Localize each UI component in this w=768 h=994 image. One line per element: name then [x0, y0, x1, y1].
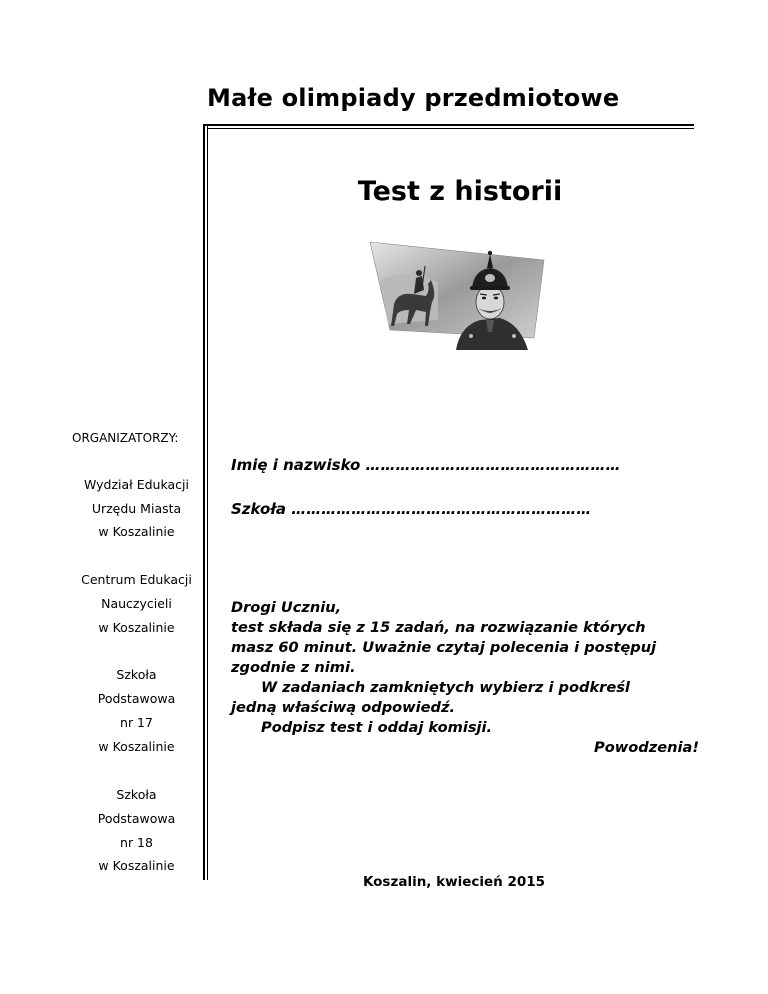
- test-title: Test z historii: [357, 176, 563, 207]
- organizer-line: Podstawowa: [97, 811, 176, 826]
- organizer-line: Urzędu Miasta: [91, 501, 182, 516]
- organizer-line: w Koszalinie: [98, 858, 175, 873]
- message-greeting: Drogi Uczniu,: [231, 599, 342, 616]
- frame-top-border: [203, 124, 694, 130]
- message-line: Podpisz test i oddaj komisji.: [261, 719, 493, 736]
- school-field[interactable]: Szkoła ……………………………………………………: [231, 500, 592, 518]
- organizer-line: Wydział Edukacji: [84, 477, 189, 492]
- header-title: Małe olimpiady przedmiotowe: [207, 84, 620, 112]
- organizer-line: Podstawowa: [97, 691, 176, 706]
- organizer-line: Szkoła: [116, 667, 157, 682]
- historical-figures-clipart-icon: [368, 240, 548, 350]
- organizer-line: Szkoła: [116, 787, 157, 802]
- organizer-line: Centrum Edukacji: [81, 572, 192, 587]
- message-line: jedną właściwą odpowiedź.: [231, 699, 456, 716]
- message-line: W zadaniach zamkniętych wybierz i podkreśl: [261, 679, 630, 696]
- footer-place-date: Koszalin, kwiecień 2015: [362, 874, 546, 890]
- organizer-line: w Koszalinie: [98, 524, 175, 539]
- organizer-line: Nauczycieli: [101, 596, 172, 611]
- organizer-line: w Koszalinie: [98, 620, 175, 635]
- organizer-line: w Koszalinie: [98, 739, 175, 754]
- organizers-label: ORGANIZATORZY:: [72, 431, 179, 445]
- organizer-line: nr 17: [120, 715, 153, 730]
- message-line: zgodnie z nimi.: [231, 659, 356, 676]
- message-closing: Powodzenia!: [594, 739, 699, 756]
- instructions-message: [231, 598, 699, 758]
- message-line: masz 60 minut. Uważnie czytaj polecenia i postępuj: [231, 639, 657, 656]
- message-line: test składa się z 15 zadań, na rozwiązanie których: [231, 619, 646, 636]
- name-field[interactable]: Imię i nazwisko ……………………………………………: [231, 456, 621, 474]
- organizer-line: nr 18: [120, 835, 153, 850]
